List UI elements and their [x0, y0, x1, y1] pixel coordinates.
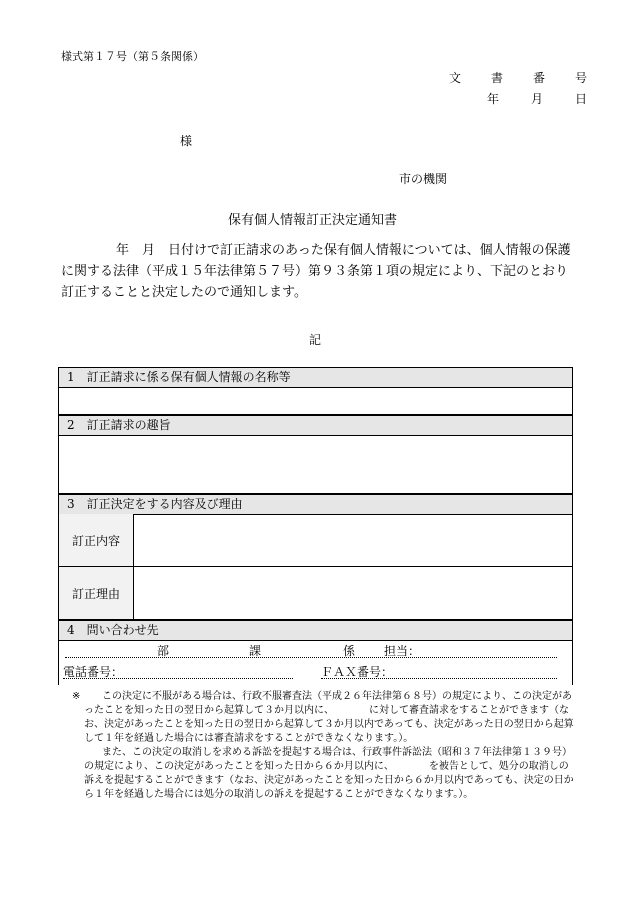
section-2-label: 2 訂正請求の趣旨	[67, 418, 171, 432]
addressee-label: 様	[180, 134, 193, 148]
form-number: 様式第１７号（第５条関係）	[61, 50, 204, 63]
note-mark: ※	[72, 691, 81, 702]
decision-table	[58, 367, 573, 687]
phone-line	[63, 678, 293, 679]
section-2-field[interactable]	[58, 435, 573, 494]
fax-line	[321, 678, 557, 679]
person-in-charge-label: 担当：	[384, 644, 421, 658]
fax-label: ＦＡＸ番号：	[321, 665, 394, 679]
department-label: 部	[157, 644, 170, 658]
correction-reason-row[interactable]	[58, 567, 573, 620]
document-title: 保有個人情報訂正決定通知書	[228, 213, 398, 228]
note-appeal: この決定に不服がある場合は、行政不服審査法（平成２６年法律第６８号）の規定により、この決定があったことを知った日の翌日から起算して３か月以内に、 に対して審査請求をすることができます（なお、決定があったことを知った日の翌日から起算して３か月以内であっても、決定があった日の翌日から起算して１年を経過した場合には審査請求をすることができなくなります。）。	[84, 691, 574, 744]
section-1-header	[58, 367, 573, 388]
sender-label: 市の機関	[399, 172, 448, 186]
section-1-field[interactable]	[58, 387, 573, 415]
section-3-header	[58, 494, 573, 515]
document-number-label: 文 書 番 号	[449, 71, 597, 85]
correction-content-row[interactable]	[58, 514, 573, 567]
section-1-label: 1 訂正請求に係る保有個人情報の名称等	[67, 370, 291, 384]
phone-label: 電話番号：	[63, 665, 124, 679]
contact-line-1	[65, 657, 557, 658]
date-label: 年 月 日	[487, 92, 598, 106]
section-4-label: 4 問い合わせ先	[67, 623, 159, 637]
correction-content-label: 訂正内容	[59, 514, 134, 566]
ki-heading: 記	[309, 333, 322, 347]
correction-reason-label: 訂正理由	[59, 567, 134, 619]
contact-box	[58, 640, 573, 685]
section-4-header	[58, 620, 573, 641]
division-label: 課	[249, 644, 262, 658]
note-lawsuit: また、この決定の取消しを求める訴訟を提起する場合は、行政事件訴訟法（昭和３７年法律第１３９号）の規定により、この決定があったことを知った日から６か月以内に、 を被告として、処分の取消しの訴えを提起することができます（なお、決定があったことを知った日から６か月以内であっても、決定の日から１年を経過した場合には処分の取消しの訴えを提起することができなくなります。）。	[84, 747, 574, 800]
notes	[72, 690, 576, 802]
body-paragraph: 年 月 日付けで訂正請求のあった保有個人情報については、個人情報の保護に関する法律（平成１５年法律第５７号）第９３条第１項の規定により、下記のとおり訂正することと決定したので通知します。	[61, 243, 571, 300]
section-3-label: 3 訂正決定をする内容及び理由	[67, 497, 243, 511]
section-2-header	[58, 415, 573, 436]
unit-label: 係	[343, 644, 356, 658]
